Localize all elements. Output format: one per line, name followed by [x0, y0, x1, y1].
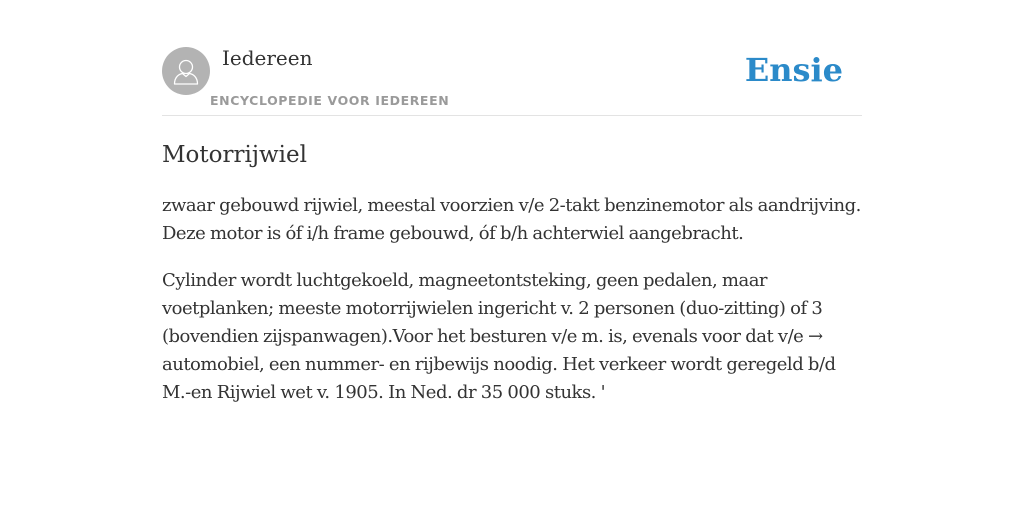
article-title: Motorrijwiel [162, 142, 307, 168]
article-paragraph: Cylinder wordt luchtgekoeld, magneetontsteking, geen pedalen, maar voetplanken; meeste motorrijwielen ingericht v. 2 personen (duo-zitting) of 3 (bovendien zijspanwagen).Voor het besturen v/e m. is, evenals voor dat v/e → automobiel, een nummer- en rijbewijs noodig. Het verkeer wordt geregeld b/d M.-en Rijwiel wet v. 1905. In Ned. dr 35 000 stuks. ' [162, 270, 836, 403]
article-paragraph: zwaar gebouwd rijwiel, meestal voorzien v/e 2-takt benzinemotor als aandrijving. Deze motor is óf i/h frame gebouwd, óf b/h achterwiel aangebracht. [162, 195, 861, 244]
site-tagline: ENCYCLOPEDIE VOOR IEDEREEN [210, 93, 450, 108]
brand-logo-link[interactable]: Ensie [744, 51, 843, 89]
header-divider [162, 115, 862, 116]
user-avatar-icon [162, 47, 210, 95]
author-name[interactable]: Iedereen [222, 46, 313, 70]
article-body [162, 192, 864, 426]
author-avatar[interactable] [162, 47, 210, 95]
